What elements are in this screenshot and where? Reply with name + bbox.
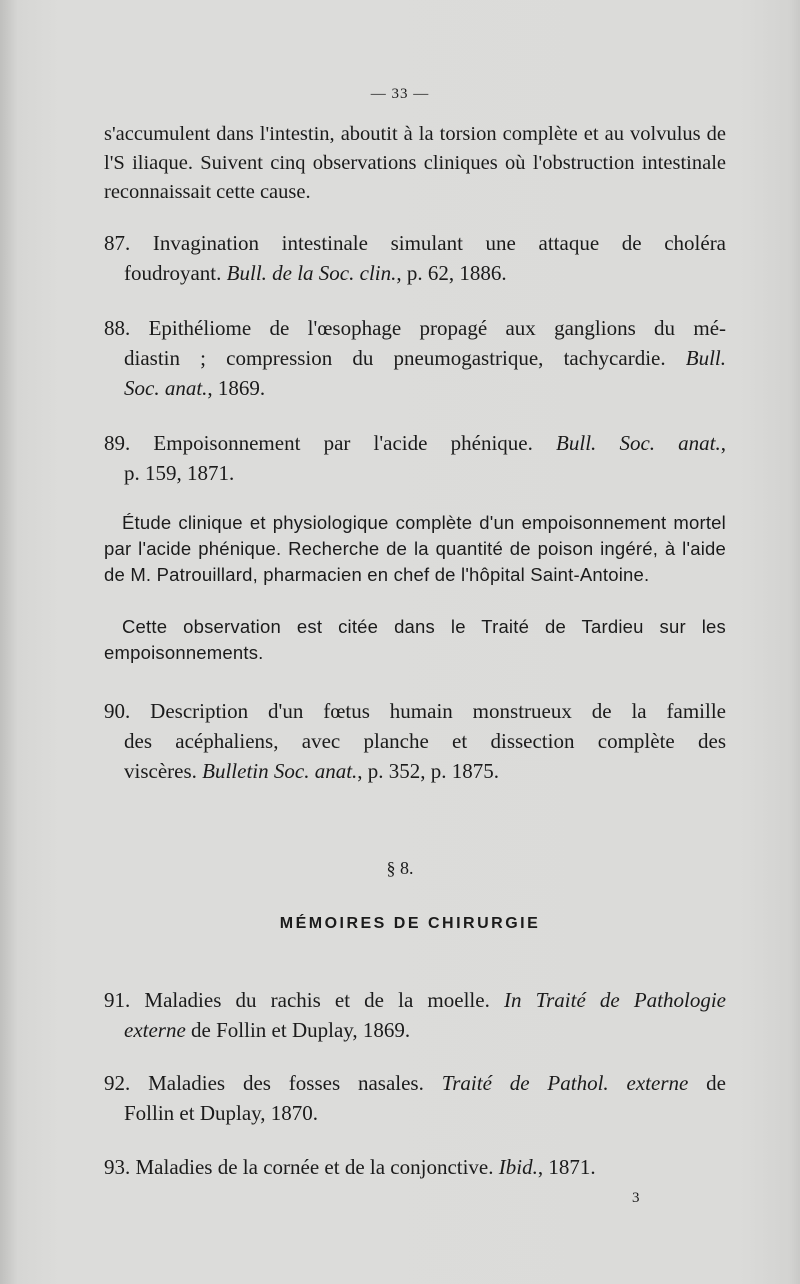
entry-text: de Follin et Duplay, 1869. — [185, 1018, 411, 1042]
bibliography-entry-90 — [104, 696, 726, 786]
intro-paragraph: s'accumulent dans l'intestin, aboutit à la torsion complète et au volvulus de l'S iliaque. Suivent cinq observations cliniques où l'obstruction intestinale reconnaissait cette cause. — [104, 123, 726, 203]
entry-number: 89. — [104, 431, 131, 455]
signature-mark: 3 — [632, 1190, 640, 1206]
entry-line — [104, 756, 726, 786]
entry-citation: Traité de Pathol. externe — [441, 1071, 689, 1095]
study-note-paragraph: Cette observation est citée dans le Traité de Tardieu sur les empoisonnements. — [104, 616, 726, 663]
entry-citation: Bull. Soc. anat. — [556, 431, 721, 455]
entry-line — [104, 985, 726, 1015]
entry-citation: Bulletin Soc. anat. — [202, 759, 358, 783]
entry-text: , — [720, 431, 727, 455]
entry-citation: Ibid. — [498, 1155, 538, 1179]
entry-text: , 1871. — [537, 1155, 596, 1179]
entry-number: 87. — [104, 231, 131, 255]
entry-text: , 1869. — [207, 376, 266, 400]
entry-line — [104, 1068, 726, 1098]
entry-text: Follin et Duplay, 1870. — [124, 1101, 319, 1125]
entry-number: 90. — [104, 699, 131, 723]
entry-line — [104, 1152, 726, 1182]
entry-line — [104, 228, 726, 258]
section-mark: § 8. — [386, 858, 414, 878]
entry-text: de — [688, 1071, 727, 1095]
entry-text: Epithéliome de l'œsophage propagé aux ganglions du mé- — [148, 316, 727, 340]
entry-number: 91. — [104, 988, 131, 1012]
entry-citation: Bull. — [685, 346, 726, 370]
bibliography-entry-89 — [104, 428, 726, 488]
entry-text: viscères. — [124, 759, 203, 783]
entry-text: Maladies du rachis et de la moelle. — [144, 988, 504, 1012]
entry-line — [104, 313, 726, 343]
entry-citation: Soc. anat. — [124, 376, 208, 400]
entry-number: 92. — [104, 1071, 131, 1095]
study-paragraph: Étude clinique et physiologique complète d'un empoisonnement mortel par l'acide phénique. Recherche de la quantité de poison ingéré, à l'aide de M. Patrouillard, pharmacien en chef de l'hôpital Saint-Antoine. — [104, 512, 726, 585]
entry-citation: externe — [124, 1018, 186, 1042]
entry-text: , p. 352, p. 1875. — [357, 759, 500, 783]
entry-line — [104, 1015, 726, 1045]
entry-line — [104, 373, 726, 403]
entry-text: foudroyant. — [124, 261, 227, 285]
entry-line — [104, 458, 726, 488]
entry-text: Description d'un fœtus humain monstrueux de la famille — [150, 699, 726, 723]
entry-text: diastin ; compression du pneumogastrique, tachycardie. — [124, 346, 686, 370]
entry-text: Maladies des fosses nasales. — [148, 1071, 442, 1095]
entry-citation: In Traité de Pathologie — [503, 988, 726, 1012]
entry-line — [104, 258, 726, 288]
bibliography-entry-87 — [104, 228, 726, 288]
entry-citation: Bull. de la Soc. clin. — [226, 261, 397, 285]
bibliography-entry-91 — [104, 985, 726, 1045]
entry-text: Invagination intestinale simulant une attaque de choléra — [152, 231, 727, 255]
entry-text: Maladies de la cornée et de la conjonctive. — [135, 1155, 499, 1179]
entry-line — [104, 428, 726, 458]
entry-line — [104, 343, 726, 373]
section-title: MÉMOIRES DE CHIRURGIE — [279, 915, 541, 932]
entry-text: , p. 62, 1886. — [396, 261, 507, 285]
entry-line — [104, 1098, 726, 1128]
entry-text: Empoisonnement par l'acide phénique. — [153, 431, 557, 455]
bibliography-entry-92 — [104, 1068, 726, 1128]
entry-text: p. 159, 1871. — [124, 461, 235, 485]
entry-number: 93. — [104, 1155, 131, 1179]
bibliography-entry-93 — [104, 1152, 726, 1182]
entry-line — [104, 696, 726, 726]
entry-number: 88. — [104, 316, 131, 340]
bibliography-entry-88 — [104, 313, 726, 403]
page-number: — 33 — — [370, 86, 430, 102]
entry-line: des acéphaliens, avec planche et dissection complète des — [124, 729, 726, 753]
